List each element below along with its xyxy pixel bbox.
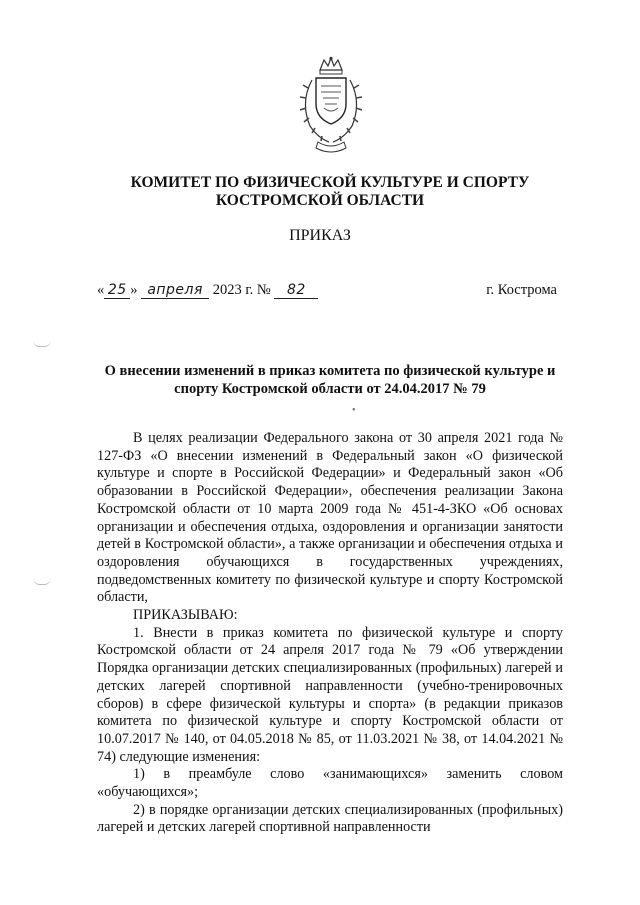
doc-title-line1: О внесении изменений в приказ комитета по физической культуре и [104, 363, 556, 379]
date-year: 2023 г. № [212, 282, 271, 298]
sub-item-2: 2) в порядке организации детских специализированных (профильных) лагерей и детских лагерей спортивной направленности [97, 801, 563, 836]
sub-item-1: 1) в преамбуле слово «занимающихся» заменить словом «обучающихся»; [97, 766, 563, 801]
quote-open: « [97, 282, 105, 298]
preamble-paragraph: В целях реализации Федерального закона от 30 апреля 2021 года № 127-ФЗ «О внесении изменений в Федеральный закон «О физической культуре и спорте в Российской Федерации» и Федеральный закон «Об образовании в Российской Федерации», обеспечения реализации Закона Костромской области от 10 марта 2009 года № 451-4-ЗКО «Об основах организации и обеспечения отдыха, оздоровления и организации занятости детей в Костромской области», а также организации и обеспечения отдыха и оздоровления обучающихся в государственных учреждениях, подведомственных комитету по физической культуре и спорту Костромской области, [97, 430, 563, 606]
margin-mark [33, 578, 51, 585]
doc-type: ПРИКАЗ [289, 227, 351, 244]
body-text [97, 430, 563, 837]
margin-mark [33, 340, 51, 347]
item-1-paragraph: 1. Внести в приказ комитета по физической культуре и спорту Костромской области от 24 апреля 2017 года № 79 «Об утверждении Порядка организации детских специализированных (профильных) лагерей и детских лагерей спортивной направленности (учебно-тренировочных сборов) в сфере физической культуры и спорта» (в редакции приказов комитета по физической культуре и спорту Костромской области от 10.07.2017 № 140, от 04.05.2018 № 85, от 11.03.2021 № 38, от 14.04.2021 № 74) следующие изменения: [97, 624, 563, 765]
org-name-line1: КОМИТЕТ ПО ФИЗИЧЕСКОЙ КУЛЬТУРЕ И СПОРТУ [130, 174, 530, 191]
date-day: 25 [104, 282, 130, 299]
kostroma-coat-of-arms-icon [294, 56, 368, 156]
city: г. Кострома [486, 282, 557, 298]
order-word: ПРИКАЗЫВАЮ: [133, 607, 238, 624]
org-name-line2: КОСТРОМСКОЙ ОБЛАСТИ [215, 192, 425, 209]
quote-close: » [130, 282, 138, 298]
date-month: апреля [141, 282, 209, 299]
doc-number: 82 [274, 282, 318, 299]
doc-title-line2: спорту Костромской области от 24.04.2017 № 79 [174, 381, 486, 397]
speck: • [352, 405, 356, 416]
dateline [97, 282, 557, 304]
